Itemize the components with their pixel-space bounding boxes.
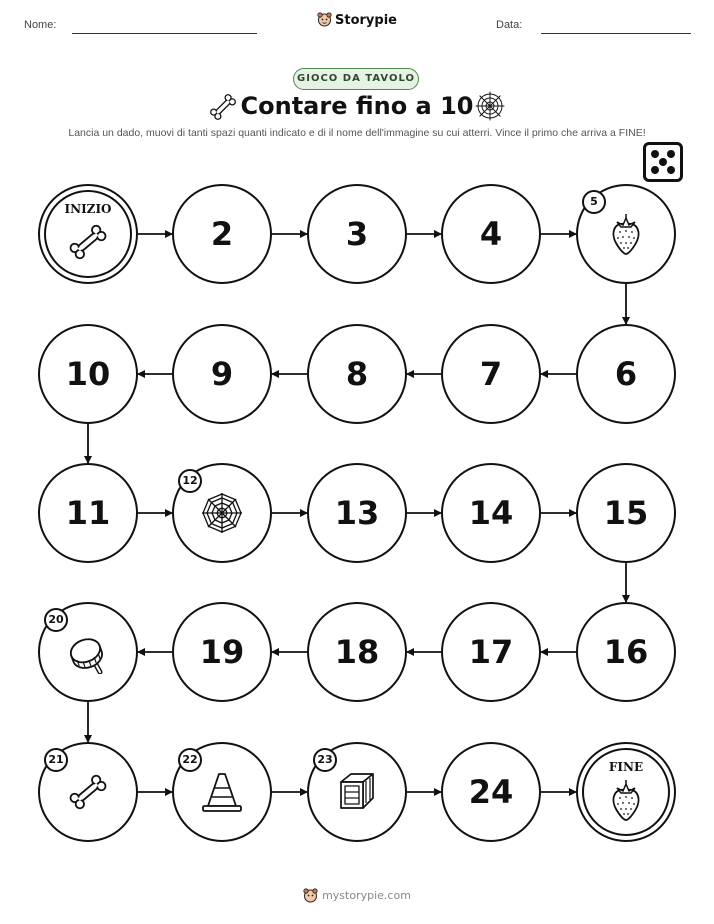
board-space — [38, 463, 138, 563]
space-number-badge: 23 — [313, 748, 337, 772]
board-space — [576, 324, 676, 424]
crate-icon — [335, 770, 379, 814]
space-number: 18 — [334, 633, 380, 671]
footer-url[interactable]: mystorypie.com — [322, 889, 411, 902]
space-number: 7 — [479, 355, 503, 393]
cone-icon — [200, 770, 244, 814]
space-number-badge: 20 — [44, 608, 68, 632]
board-space — [441, 324, 541, 424]
board-space — [307, 324, 407, 424]
bone-icon — [66, 220, 110, 264]
space-number-badge: 12 — [178, 469, 202, 493]
space-number: 2 — [210, 215, 234, 253]
space-number: 11 — [65, 494, 111, 532]
spiderweb-icon — [200, 491, 244, 535]
finish-space — [576, 742, 676, 842]
strawberry-icon — [604, 212, 648, 256]
board-space — [441, 463, 541, 563]
space-number-badge: 5 — [582, 190, 606, 214]
space-number: 8 — [345, 355, 369, 393]
name-label: Nome: — [24, 19, 57, 31]
space-number: 19 — [199, 633, 245, 671]
space-number: 17 — [468, 633, 514, 671]
board-space — [38, 742, 138, 842]
space-number: 10 — [65, 355, 111, 393]
space-number: 24 — [468, 773, 514, 811]
board-space — [307, 602, 407, 702]
board-space — [38, 602, 138, 702]
page-title: Contare fino a 10 — [240, 92, 474, 120]
bone-icon — [66, 770, 110, 814]
footer — [0, 888, 714, 906]
board-space — [441, 602, 541, 702]
board-space — [38, 324, 138, 424]
board-space — [307, 463, 407, 563]
board-space — [576, 602, 676, 702]
strawberry-icon — [604, 778, 648, 822]
game-type-tag: GIOCO DA TAVOLO — [293, 68, 419, 90]
space-number: 4 — [479, 215, 503, 253]
board-space — [576, 184, 676, 284]
board-space — [172, 742, 272, 842]
board-space — [172, 463, 272, 563]
date-label: Data: — [496, 19, 523, 31]
board-space — [441, 742, 541, 842]
space-number: 9 — [210, 355, 234, 393]
board-space — [576, 463, 676, 563]
drum-icon — [66, 630, 110, 674]
start-label: INIZIO — [64, 202, 112, 216]
space-number-badge: 21 — [44, 748, 68, 772]
brand-name: Storypie — [335, 13, 397, 28]
board-space — [172, 324, 272, 424]
space-number-badge: 22 — [178, 748, 202, 772]
start-space — [38, 184, 138, 284]
space-number: 16 — [603, 633, 649, 671]
board-space — [307, 184, 407, 284]
space-number: 15 — [603, 494, 649, 532]
space-number: 13 — [334, 494, 380, 532]
footer-logo-icon — [303, 888, 318, 906]
board-space — [307, 742, 407, 842]
instructions: Lancia un dado, muovi di tanti spazi quanti indicato e di il nome dell'immagine su cui atterri. Vince il primo che arriva a FINE! — [68, 127, 646, 139]
board-space — [441, 184, 541, 284]
finish-label: FINE — [608, 760, 644, 774]
board-space — [172, 184, 272, 284]
space-number: 14 — [468, 494, 514, 532]
space-number: 3 — [345, 215, 369, 253]
space-number: 6 — [614, 355, 638, 393]
board-space — [172, 602, 272, 702]
